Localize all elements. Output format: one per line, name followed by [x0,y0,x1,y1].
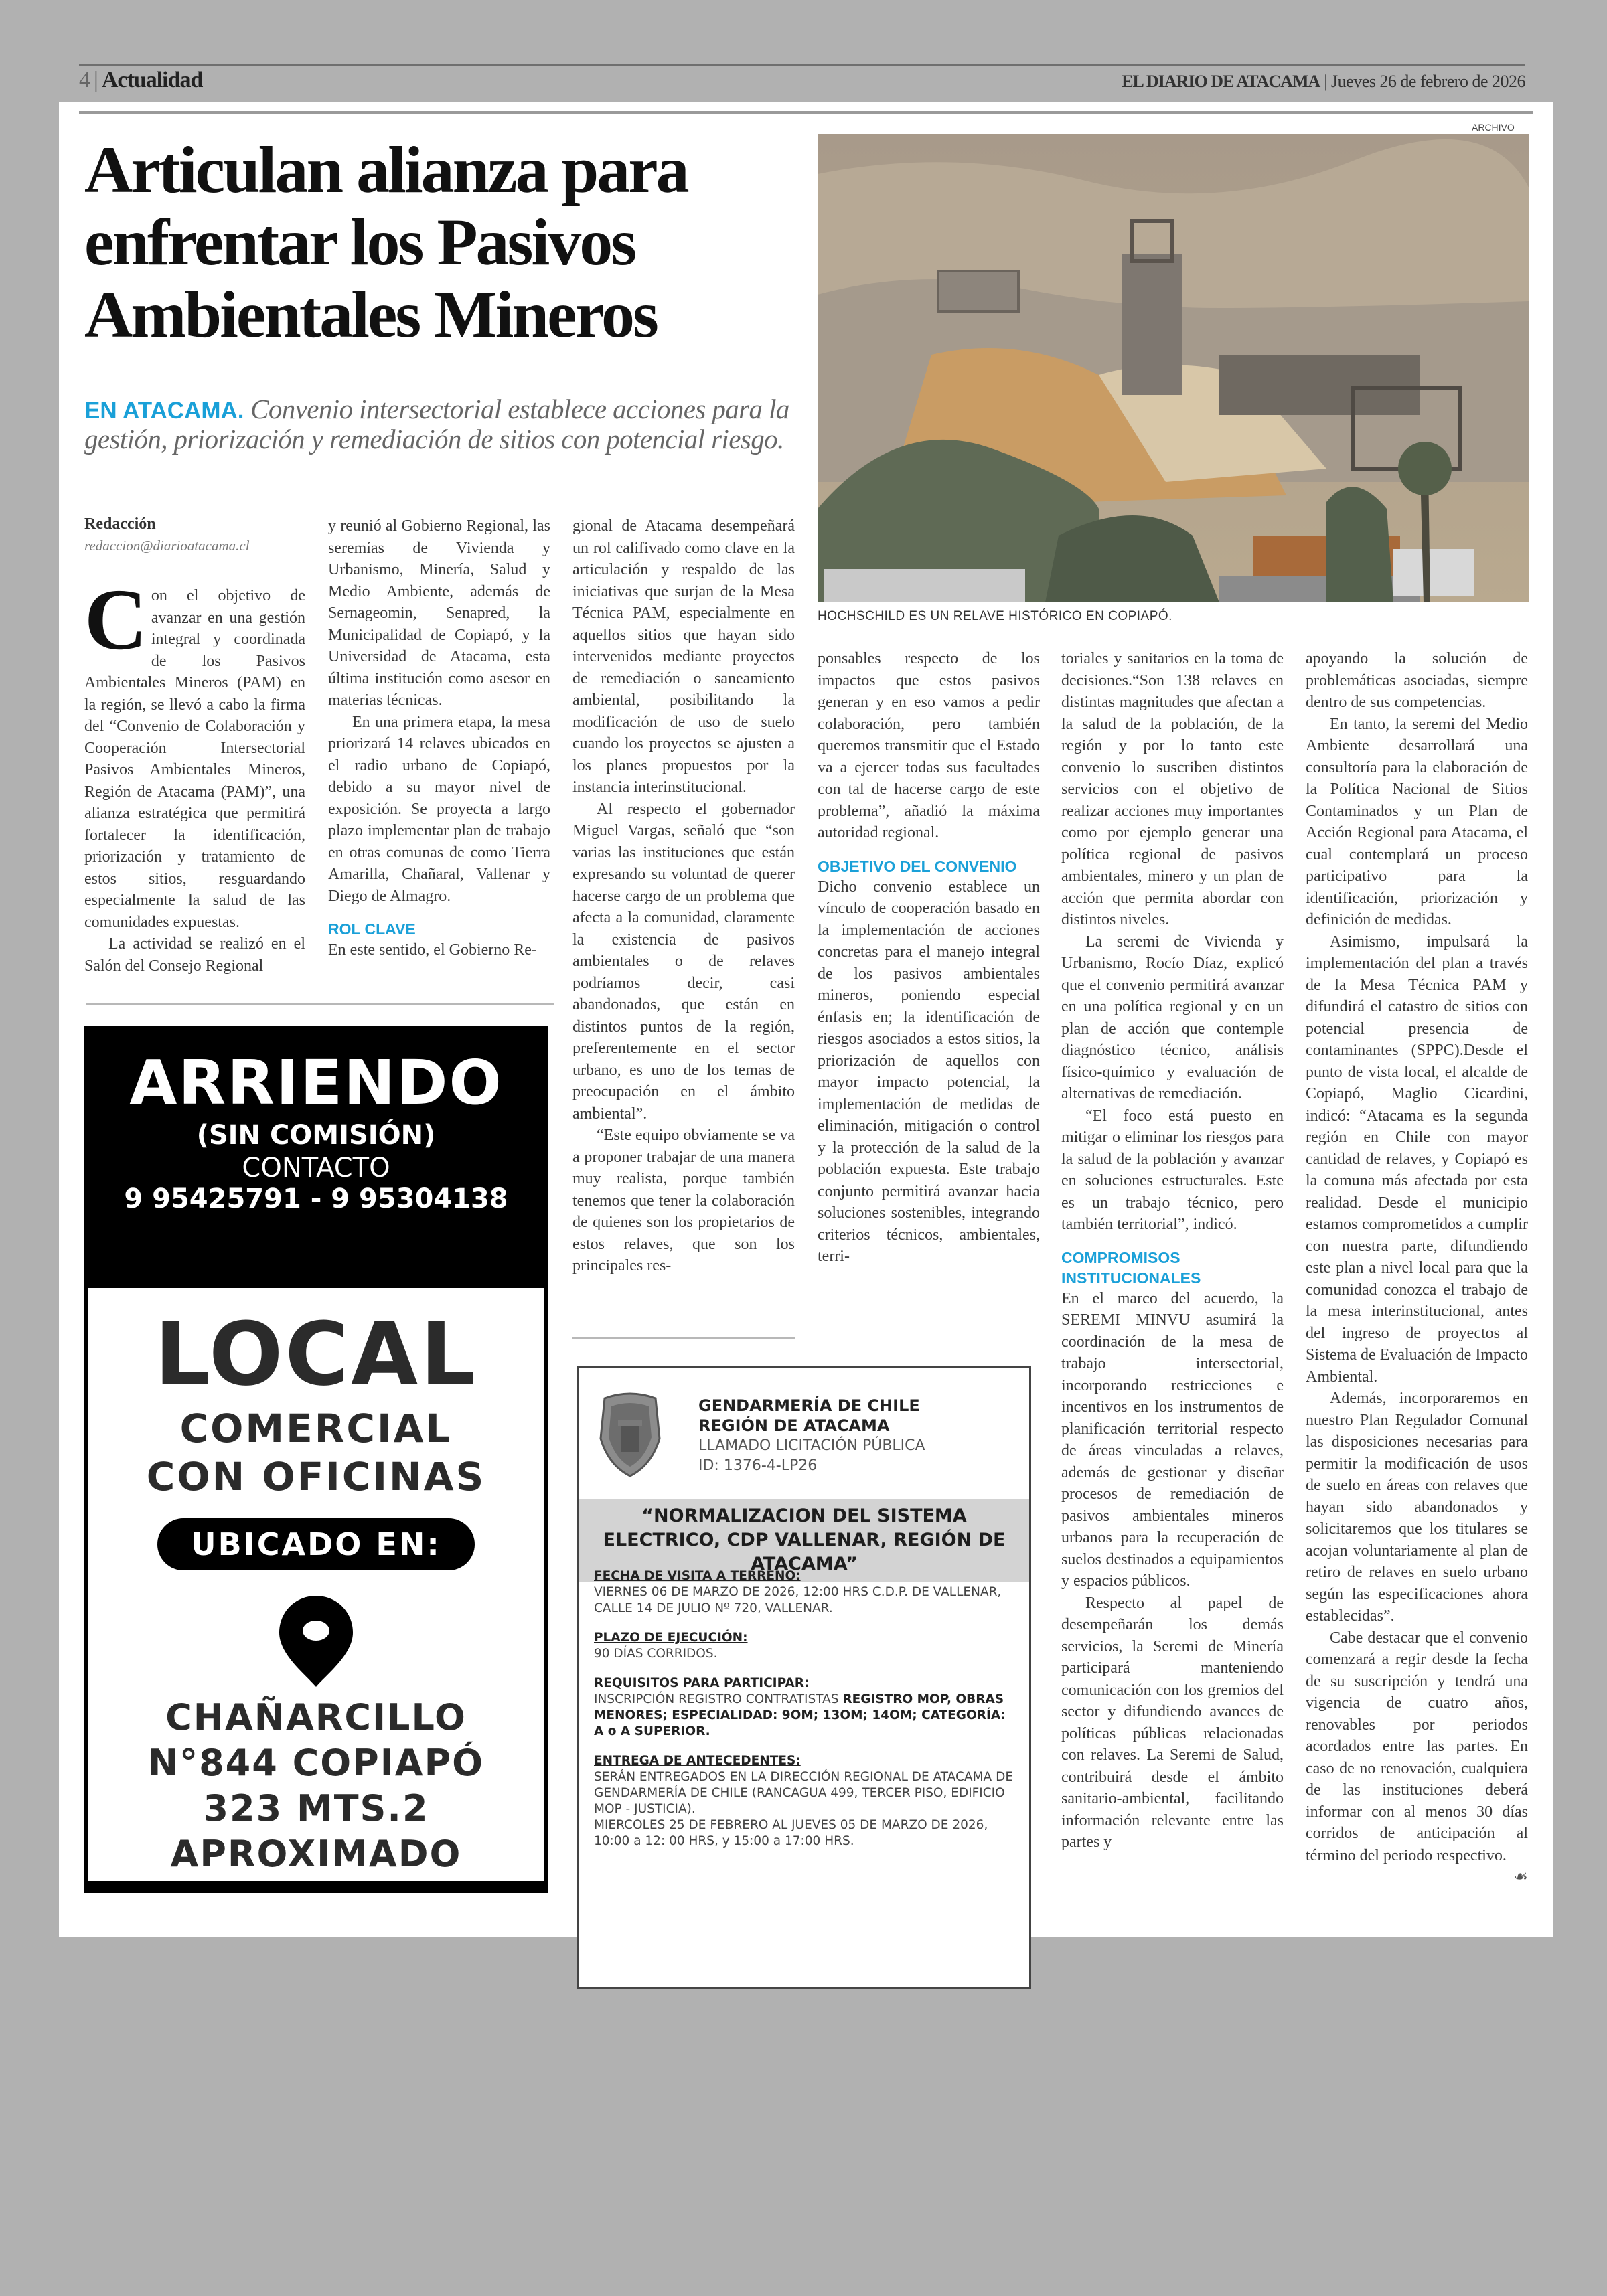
section-name: Actualidad [101,68,203,92]
article-column-1 [84,572,305,977]
paragraph: y reunió al Gobierno Regional, las seremías de Vivienda y Urbanismo, Minería, Salud y Medio Ambiente, además de Sernageomin, Senapred, la Municipalidad de Copiapó, y la Universidad de Atacama, esta última institución como asesor en materias técnicas. [328,517,550,709]
org-name: GENDARMERÍA DE CHILE [698,1396,920,1415]
ad-area-note: APROXIMADO [170,1833,462,1875]
paragraph: La actividad se realizó en el Salón del Consejo Regional [84,935,305,975]
deck-text: Convenio intersectorial establece acciones para la gestión, priorización y remediación de sitios con potencial riesgo. [84,394,789,455]
page-header [79,64,1525,102]
paragraph: En una primera etapa, la mesa priorizará 14 relaves ubicados en el radio urbano de Copiapó, debido a su mayor nivel de exposición. Se proyecta a largo plazo implementar plan de trabajo en otras comunas de como Tierra Amarilla, Chañaral, Vallenar y Diego de Almagro. [328,713,550,905]
ad-gen-header [598,1392,1016,1485]
ad-line-2: CON OFICINAS [146,1454,486,1499]
paragraph: Asimismo, impulsará la implementación del plan a través de la Mesa Técnica PAM y difundirá el catastro de sitios con potencial presencia de contaminantes (SPPC).Desde el punto de vista local, el alcalde de Copiapó, Maglio Cicardini, indicó: “Atacama es la segunda región en Chile con mayor cantidad de relaves, y Copiapó es la comuna más afectada por esta realidad. Desde el municipio estamos comprometidos a cumplir con nuestra parte, difundiendo este plan a nivel local para que la comunidad conozca el trabajo de la mesa interinstitucional, antes del ingreso de proyectos al Sistema de Evaluación de Impacto Ambiental. [1306,932,1528,1386]
tender-title: “NORMALIZACION DEL SISTEMA ELECTRICO, CDP VALLENAR, REGIÓN DE ATACAMA” [579,1499,1029,1582]
headline: Articulan alianza para enfrentar los Pasivos Ambientales Mineros [84,133,688,351]
paragraph: Al respecto el gobernador Miguel Vargas, señaló que “son varias las instituciones que están expresando su voluntad de querer hacerse cargo de un problema que afecta a la comunidad, claramente la existencia de pasivos ambientales o de relaves podríamos decir, casi abandonados, que están en distintos puntos de la región, preferentemente en el sector urbano, es uno de los temas de preocupación en el ámbito ambiental”. [572,800,795,1123]
ad-section [594,1630,1014,1662]
ad-section [594,1753,1014,1850]
ad-gen-body [594,1568,1014,1863]
section-text-highlight: REGISTRO MOP, OBRAS MENORES; ESPECIALIDAD: 9OM; 13OM; 14OM; CATEGORÍA: A o A SUPERIOR. [594,1692,1006,1738]
ad-subtitle: (SIN COMISIÓN) [196,1120,436,1151]
kicker: EN ATACAMA. [84,398,244,424]
paragraph: La seremi de Vivienda y Urbanismo, Rocío Díaz, explicó que el convenio permitirá avanzar en una política regional y en un plan de acción que contemple diagnóstico técnico, análisis físico-químico y evaluación de alternativas de remediación. [1061,932,1284,1102]
location-pin-icon [279,1596,353,1687]
paragraph-text: on el objetivo de avanzar en una gestión integral y coordinada de los Pasivos Ambientales Mineros (PAM) en la región, se llevó a cabo la firma del “Convenio de Colaboración y Cooperación Intersectorial Pasivos Ambientales Mineros, Región de Atacama (PAM)”, una alianza estratégica que permitirá fortalecer la identificación, priorización y tratamiento de estos sitios, resguardando especialmente la salud de las comunidades expuestas. [84,587,305,931]
paragraph: En este sentido, el Gobierno Re- [328,941,537,959]
article-photo [818,134,1529,602]
byline-author: Redacción [84,515,156,533]
section-text [594,1692,1014,1740]
byline [84,515,305,554]
org-region: REGIÓN DE ATACAMA [698,1416,890,1435]
paragraph: Respecto al papel de desempeñarán los demás servicios, la Seremi de Minería participará manteniendo comunicación con los gremios del sector y difundiendo avances de políticas públicas relacionadas con relaves. La Seremi de Salud, contribuirá desde el ámbito sanitario-ambiental, facilitando información relevante entre las partes y [1061,1594,1284,1851]
ad-type: LLAMADO LICITACIÓN PÚBLICA [698,1437,925,1454]
ad-location-pill: UBICADO EN: [157,1518,475,1570]
header-separator: | [94,68,98,92]
deck [84,395,808,454]
paragraph: Además, incorporaremos en nuestro Plan Regulador Comunal las disposiciones necesarias para permitir la modificación de usos de suelo en áreas con relaves que hayan sido abandonados y solicitaremos que los titulares se acojan voluntariamente al plan de retiro de relaves en suelo urbano según las especificaciones ahora establecidas”. [1306,1390,1528,1625]
section-text-plain: INSCRIPCIÓN REGISTRO CONTRATISTAS [594,1692,843,1706]
ad-bottom-bar [88,1881,544,1889]
ad-arriendo [84,1026,548,1893]
ad-area: 323 MTS.2 [203,1787,429,1829]
dateline-separator: | [1324,72,1328,91]
ad-section [594,1675,1014,1740]
article-column-6 [1306,648,1528,1888]
article-column-5 [1061,648,1284,1854]
paragraph: “El foco está puesto en mitigar o eliminar los riesgos para la salud de la población y avanzar en soluciones estructurales. Este es un trabajo técnico, pero también territorial”, indicó. [1061,1106,1284,1233]
section-label [79,68,202,93]
paragraph [84,572,305,933]
paragraph: toriales y sanitarios en la toma de decisiones.“Son 138 relaves en distintas magnitudes que afectan a la salud de la población, de la región y por lo tanto este convenio lo suscriben distintos servicios con el objetivo de realizar acciones muy importantes como por ejemplo generar una política regional de pasivos ambientales, minero y un plan de acción que permita abordar con distintos niveles. [1061,650,1284,928]
byline-email[interactable]: redaccion@diarioatacama.cl [84,538,250,554]
article-column-3 [572,515,795,1277]
paragraph: apoyando la solución de problemáticas asociadas, siempre dentro de sus competencias. [1306,650,1528,711]
paragraph: ponsables respecto de los impactos que estos pasivos generan y en eso vamos a pedir colaboración, pero también queremos transmitir que el Estado va a ejercer todas sus facultades con tal de hacerse cargo de este problema”, añadió la máxima autoridad regional. [818,650,1040,841]
photo-credit: ARCHIVO [1472,122,1515,133]
section-text: SERÁN ENTREGADOS EN LA DIRECCIÓN REGIONAL DE ATACAMA DE GENDARMERÍA DE CHILE (RANCAGUA 499, TERCER PISO, EDIFICIO MOP - JUSTICIA). [594,1770,1014,1816]
subhead-rol-clave: ROL CLAVE [328,920,416,938]
divider [572,1337,795,1339]
subhead-objetivo: OBJETIVO DEL CONVENIO [818,857,1017,875]
gendarmeria-shield-icon [598,1392,662,1477]
ad-line-1: COMERCIAL [179,1406,453,1451]
section-label: ENTREGA DE ANTECEDENTES: [594,1754,801,1768]
photo-mining-site-icon [818,134,1529,602]
section-text-dates: MIERCOLES 25 DE FEBRERO AL JUEVES 05 DE MARZO DE 2026, 10:00 a 12: 00 HRS, y 15:00 a 17:00 HRS. [594,1818,988,1848]
ad-phones: 9 95425791 - 9 95304138 [124,1183,508,1214]
section-label: FECHA DE VISITA A TERRENO: [594,1569,801,1583]
ad-gen-org [698,1396,925,1476]
ad-local: LOCAL [154,1303,478,1405]
divider [86,1003,554,1005]
article-column-4 [818,648,1040,1268]
header-rule [79,64,1525,66]
section-text: 90 DÍAS CORRIDOS. [594,1647,718,1661]
paragraph [1306,1627,1528,1886]
tender-id: ID: 1376-4-LP26 [698,1457,818,1474]
ad-contact-label: CONTACTO [242,1153,390,1183]
drop-cap: C [84,572,147,668]
newspaper-name: EL DIARIO DE ATACAMA [1122,72,1320,91]
section-label: PLAZO DE EJECUCIÓN: [594,1631,748,1645]
article-column-2 [328,515,550,961]
newspaper-page [59,102,1553,1937]
ad-gendarmeria [577,1366,1031,1989]
issue-date: Jueves 26 de febrero de 2026 [1331,72,1525,91]
photo-caption: HOCHSCHILD ES UN RELAVE HISTÓRICO EN COPIAPÓ. [818,609,1172,623]
ad-arriendo-header [88,1030,544,1288]
section-text: VIERNES 06 DE MARZO DE 2026, 12:00 HRS C.D.P. DE VALLENAR, CALLE 14 DE JULIO Nº 720, VALLENAR. [594,1585,1002,1615]
paragraph: Dicho convenio establece un vínculo de cooperación basado en la implementación de acciones concretas para el manejo integral de los pasivos ambientales mineros, poniendo especial énfasis en; la identificación de riesgos asociados a estos sitios, la priorización de aquellos con mayor impacto potencial, la implementación de medidas de eliminación, mitigación o control y la protección de la salud de la población expuesta. Este trabajo conjunto permitirá avanzar hacia soluciones sostenibles, integrando criterios técnicos, ambientales, terri- [818,878,1040,1265]
paragraph: En el marco del acuerdo, la SEREMI MINVU asumirá la coordinación de la mesa de trabajo intersectorial, incorporando restricciones e incentivos en los instrumentos de planificación territorial respecto de áreas vinculadas a relaves, además de gestionar y diseñar procesos de remediación de pasivos ambientales mineros urbanos para la recuperación de suelos destinados a equipamientos y espacios públicos. [1061,1289,1284,1590]
paragraph: En tanto, la seremi del Medio Ambiente desarrollará una consultoría para la elaboración de la Política Nacional de Sitios Contaminados y un Plan de Acción Regional para Atacama, el cual contemplará un proceso participativo para la identificación, priorización y definición de medidas. [1306,715,1528,928]
page-top-rule [79,111,1533,114]
paragraph: gional de Atacama desempeñará un rol califivado como clave en la articulación y respaldo de las iniciativas que surjan de la Mesa Técnica PAM, especialmente en aquellos sitios que hayan sido intervenidos mediante proyectos de remediación o saneamiento ambiental, posibilitando la modificación de uso de suelo cuando los proyectos se ajusten a los planes propuestos por la instancia interinstitucional. [572,517,795,796]
ad-section [594,1568,1014,1617]
page-number: 4 [79,68,90,92]
paragraph-text: Cabe destacar que el convenio comenzará a regir desde la fecha de su suscripción y tendrá una vigencia de cuatro años, renovables por periodos acordados entre las partes. En caso de no renovación, cualquiera de las instituciones deberá informar con al menos 30 días corridos de anticipación al término del periodo respectivo. [1306,1629,1528,1864]
end-mark-icon: ☙ [1513,1868,1528,1886]
paragraph: “Este equipo obviamente se va a proponer trabajar de una manera muy realista, porque también tenemos que tener la colaboración de quienes son los propietarios de estos relaves, que son los principales res- [572,1127,795,1275]
subhead-compromisos: COMPROMISOS INSTITUCIONALES [1061,1248,1201,1287]
ad-title: ARRIENDO [129,1047,503,1119]
ad-address-1: CHAÑARCILLO [165,1696,467,1738]
section-label: REQUISITOS PARA PARTICIPAR: [594,1676,810,1690]
dateline [1122,72,1525,92]
ad-address-2: N°844 COPIAPÓ [147,1742,485,1784]
